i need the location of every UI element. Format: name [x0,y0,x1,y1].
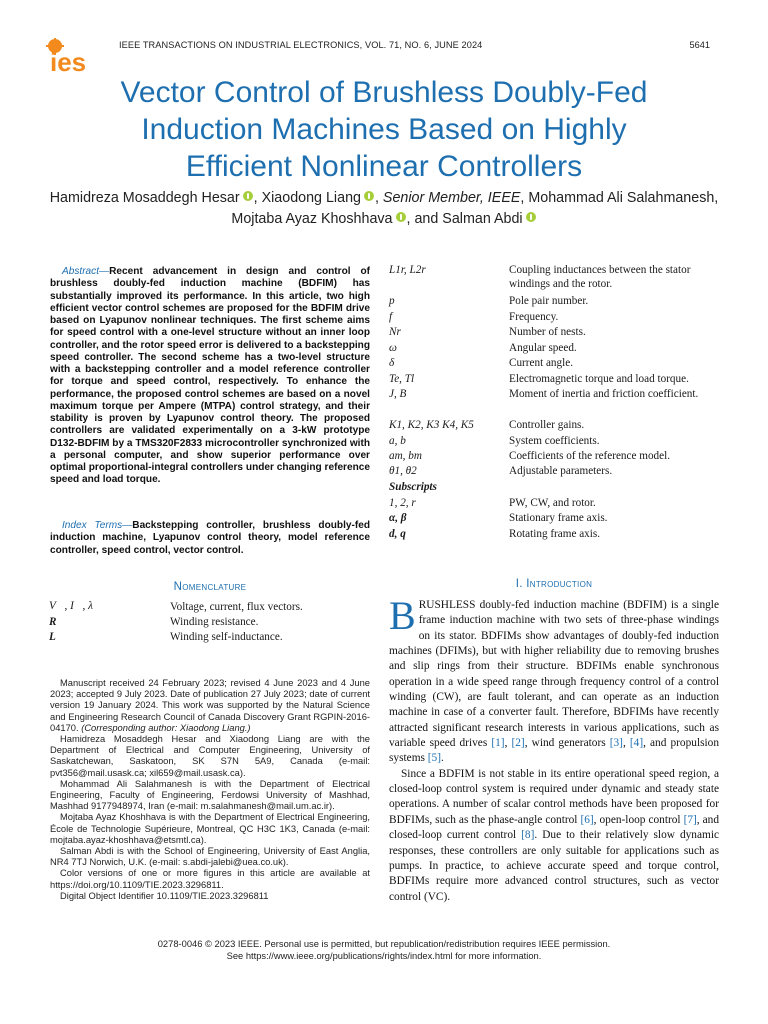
nom-symbol: d, q [389,528,406,540]
citation-link[interactable]: [1] [491,737,505,750]
abstract-text: Recent advancement in design and control of brushless doubly-fed induction machine (BDFIM) has substantially improved its performance. In this article, two high efficient vector control schemes are proposed for the BDFIM drive based on Lyapunov nonlinear techniques. The first scheme aims for speed control with a one-level structure without an inner loop controller, and the rotor speed error is delivered to a backstepping speed controller. The second scheme has a two-level structure with a backstepping controller and a model reference controller for torque and speed control, respectively. To enhance the performance, the proposed control schemes are based on a novel maximum torque per Ampere (MTPA) control strategy, and their stability is proven by Lyapunov control theory. The proposed controllers are validated experimentally on a 3-kW prototype D132-BDFIM by a TMS320F2833 microcontroller synchronized with a personal computer, and show superior performance over optimal proportional-integral controllers under changing reference speed and load torque. [50,266,370,486]
nom-symbol: K1, K2, K3 K4, K5 [389,419,474,431]
citation-link[interactable]: [2] [511,737,525,750]
footnote-color-versions: Color versions of one or more figures in this article are available at https://doi.org/10.1109/TIE.2023.3296811. [50,868,370,890]
nom-definition: Rotating frame axis. [509,528,601,540]
nom-definition: Stationary frame axis. [509,512,608,524]
nom-definition: Coupling inductances between the stator windings and the rotor. [509,264,691,290]
nom-symbol: a, b [389,435,406,447]
nom-symbol: p [389,295,395,307]
nom-definition: Voltage, current, flux vectors. [170,601,303,613]
citation-link[interactable]: [6] [580,813,594,826]
drop-cap: B [389,593,416,638]
nom-definition: Coefficients of the reference model. [509,450,671,462]
nom-symbol: L1r, L2r [389,264,426,276]
introduction-heading: I. Introduction [515,578,593,590]
nom-symbol: L [49,631,56,643]
orcid-icon[interactable] [396,212,406,222]
nom-symbol: R [49,616,57,628]
intro-text: , and closed-loop current control [389,813,719,842]
footnote-doi: Digital Object Identifier 10.1109/TIE.2023.3296811 [60,890,269,901]
svg-text:ies: ies [50,47,87,74]
nom-definition: Angular speed. [509,342,577,354]
citation-link[interactable]: [8] [521,829,535,842]
title-line-2: Induction Machines Based on Highly [141,113,627,146]
nom-symbol: ω [389,342,397,354]
author-2-role: Senior Member, IEEE [382,190,521,206]
intro-paragraph-1: BRUSHLESS doubly-fed induction machine (BDFIM) is a single frame induction machine with two sets of three-phase windings on its stator. BDFIMs show advantages of doubly-fed induction machines (DFIMs), but with higher reliability due to removing brushes and slip rings from their structure. BDFIMs enable synchronous operation in a wide speed range through frequency control of a control winding (CW), are fault tolerant, and can operate as an induction machine in case of a converter fault. Therefore, BDFIMs have recently attracted significant research interests in various applications, such as variable speed drives [1], [2], wind generators [3], [4], and propulsion systems [5]. [389,593,720,765]
journal-header: IEEE TRANSACTIONS ON INDUSTRIAL ELECTRONICS, VOL. 71, NO. 6, JUNE 2024 [119,40,483,50]
nom-symbol: 1, 2, r [389,497,416,509]
intro-text: RUSHLESS doubly-fed induction machine (BDFIM) is a single frame induction machine with two sets of three-phase windings on its stator. BDFIMs show advantages of doubly-fed induction machines (DFIMs), but with higher reliability due to removing brushes and slip rings from their structure. BDFIMs enable synchronous operation in a wide speed range through frequency control of a control winding (CW), are fault tolerant, and can operate as an induction machine in case of a converter fault. Therefore, BDFIMs have recently attracted significant research interests in various applications, such as variable speed drives [389,599,719,750]
footnote-manuscript: Manuscript received 24 February 2023; revised 4 June 2023 and 4 June 2023; accepted 9 July 2023. Date of publication 27 July 2023; date of current version 19 January 2024. This work was supported by the Natural Science and Engineering Research Council of Canada Discovery Grant RGPIN-2016-04170. [50,678,370,733]
nom-symbol: f [389,311,393,323]
paper-title [60,74,708,185]
footnote-affiliation-2: Mohammad Ali Salahmanesh is with the Department of Electrical Engineering, Faculty of Engineering, Ferdowsi University of Mashhad, Mashhad 9177948974, Iran (e-mail: m.salahmanesh@mail.um.ac.ir). [50,778,370,812]
nom-definition: Number of nests. [509,326,586,338]
orcid-icon[interactable] [243,191,253,201]
citation-link[interactable]: [5] [427,752,441,765]
intro-text: . Due to their relatively slow dynamic responses, these controllers are only suitable for applications such as pumps. In practice, to achieve accurate speed and torque control, BDFIMs require more advanced control structures, such as vector control (VC). [389,829,720,903]
author-1: Hamidreza Mosaddegh Hesar [49,190,240,206]
introduction-body [389,593,720,905]
title-line-1: Vector Control of Brushless Doubly-Fed [120,76,648,109]
citation-link[interactable]: [7] [683,813,697,826]
nom-definition: Pole pair number. [509,295,589,307]
intro-text: , open-loop control [593,813,684,826]
intro-text: , wind generators [524,737,610,750]
nom-definition: Moment of inertia and friction coefficient. [509,388,699,400]
intro-paragraph-2 [389,767,719,905]
index-terms [50,520,370,557]
nom-definition: Controller gains. [509,419,585,431]
title-line-3: Efficient Nonlinear Controllers [185,150,583,183]
nom-definition: Electromagnetic torque and load torque. [509,373,689,385]
nom-symbol: am, bm [389,450,422,462]
author-4: Mojtaba Ayaz Khoshhava [231,210,393,227]
copyright-line-1: 0278-0046 © 2023 IEEE. Personal use is permitted, but republication/redistribution requires IEEE permission. [157,939,611,949]
author-5: Salman Abdi [442,210,523,227]
author-list: Hamidreza Mosaddegh Hesar , Xiaodong Liang , Senior Member, IEEE, Mohammad Ali Salahmanesh, Mojtaba Ayaz Khoshhava , and Salman Abdi [49,190,719,227]
author-2: Xiaodong Liang [261,190,361,206]
copyright-line-2: See https://www.ieee.org/publications/rights/index.html for more information. [226,950,542,961]
footnotes [50,678,370,902]
copyright-notice [0,939,768,962]
nom-definition: Current angle. [509,357,573,369]
nom-definition: Adjustable parameters. [509,465,613,477]
footnote-affiliation-3: Mojtaba Ayaz Khoshhava is with the Department of Electrical Engineering, École de Technologie Supérieure, Montreal, QC H3C 1K3, Canada (e-mail: mojtaba.ayaz-khoshhava@etsmtl.ca). [50,812,370,845]
nom-symbol: J, B [389,388,407,400]
nom-symbol: α, β [389,512,407,524]
nomenclature-heading: Nomenclature [173,581,247,593]
intro-text: Since a BDFIM is not stable in its entire operational speed region, a closed-loop control system is required under dynamic and steady state operations. A number of scalar control methods have been proposed for BDFIMs, such as the phase-angle control [389,767,719,826]
footnote-corresponding: (Corresponding author: Xiaodong Liang.) [81,722,251,733]
nom-symbol: θ1, θ2 [389,465,417,477]
nom-symbol: Te, Tl [389,373,415,385]
orcid-icon[interactable] [526,212,536,222]
abstract-label: Abstract— [62,266,110,277]
nom-symbol: V⃗, I⃗, λ⃗ [49,600,102,612]
nom-definition: Winding resistance. [170,616,259,628]
orcid-icon[interactable] [364,191,374,201]
page-number: 5641 [689,40,710,50]
and-connector: , and [406,210,439,227]
nom-symbol: Nr [389,326,401,338]
citation-link[interactable]: [3] [609,737,623,750]
nom-definition: Frequency. [509,311,559,323]
intro-text: , and propulsion systems [389,737,720,765]
citation-link[interactable]: [4] [629,737,644,750]
author-3: Mohammad Ali Salahmanesh, [528,190,719,206]
abstract [50,266,370,487]
index-terms-text: Backstepping controller, brushless doubly-fed induction machine, Lyapunov control theory, model reference controller, speed control, vector control. [50,520,370,556]
ies-logo [46,38,106,74]
index-terms-label: Index Terms— [62,520,133,531]
footnote-affiliation-4: Salman Abdi is with the School of Engineering, University of East Anglia, NR4 7TJ Norwich, U.K. (e-mail: s.abdi-jalebi@uea.co.uk). [50,846,370,868]
nom-subscripts-heading: Subscripts [389,481,437,493]
footnote-affiliation-1: Hamidreza Mosaddegh Hesar and Xiaodong Liang are with the Department of Electrical and Computer Engineering, University of Saskatchewan, Saskatoon, SK S7N 5A9, Canada (e-mail: pvt356@mail.usask.ca; xil659@mail.usask.ca). [50,734,370,778]
nom-symbol: δ [389,357,395,369]
nom-definition: Winding self-inductance. [170,631,283,643]
nom-definition: System coefficients. [509,435,600,447]
nom-definition: PW, CW, and rotor. [509,497,596,509]
